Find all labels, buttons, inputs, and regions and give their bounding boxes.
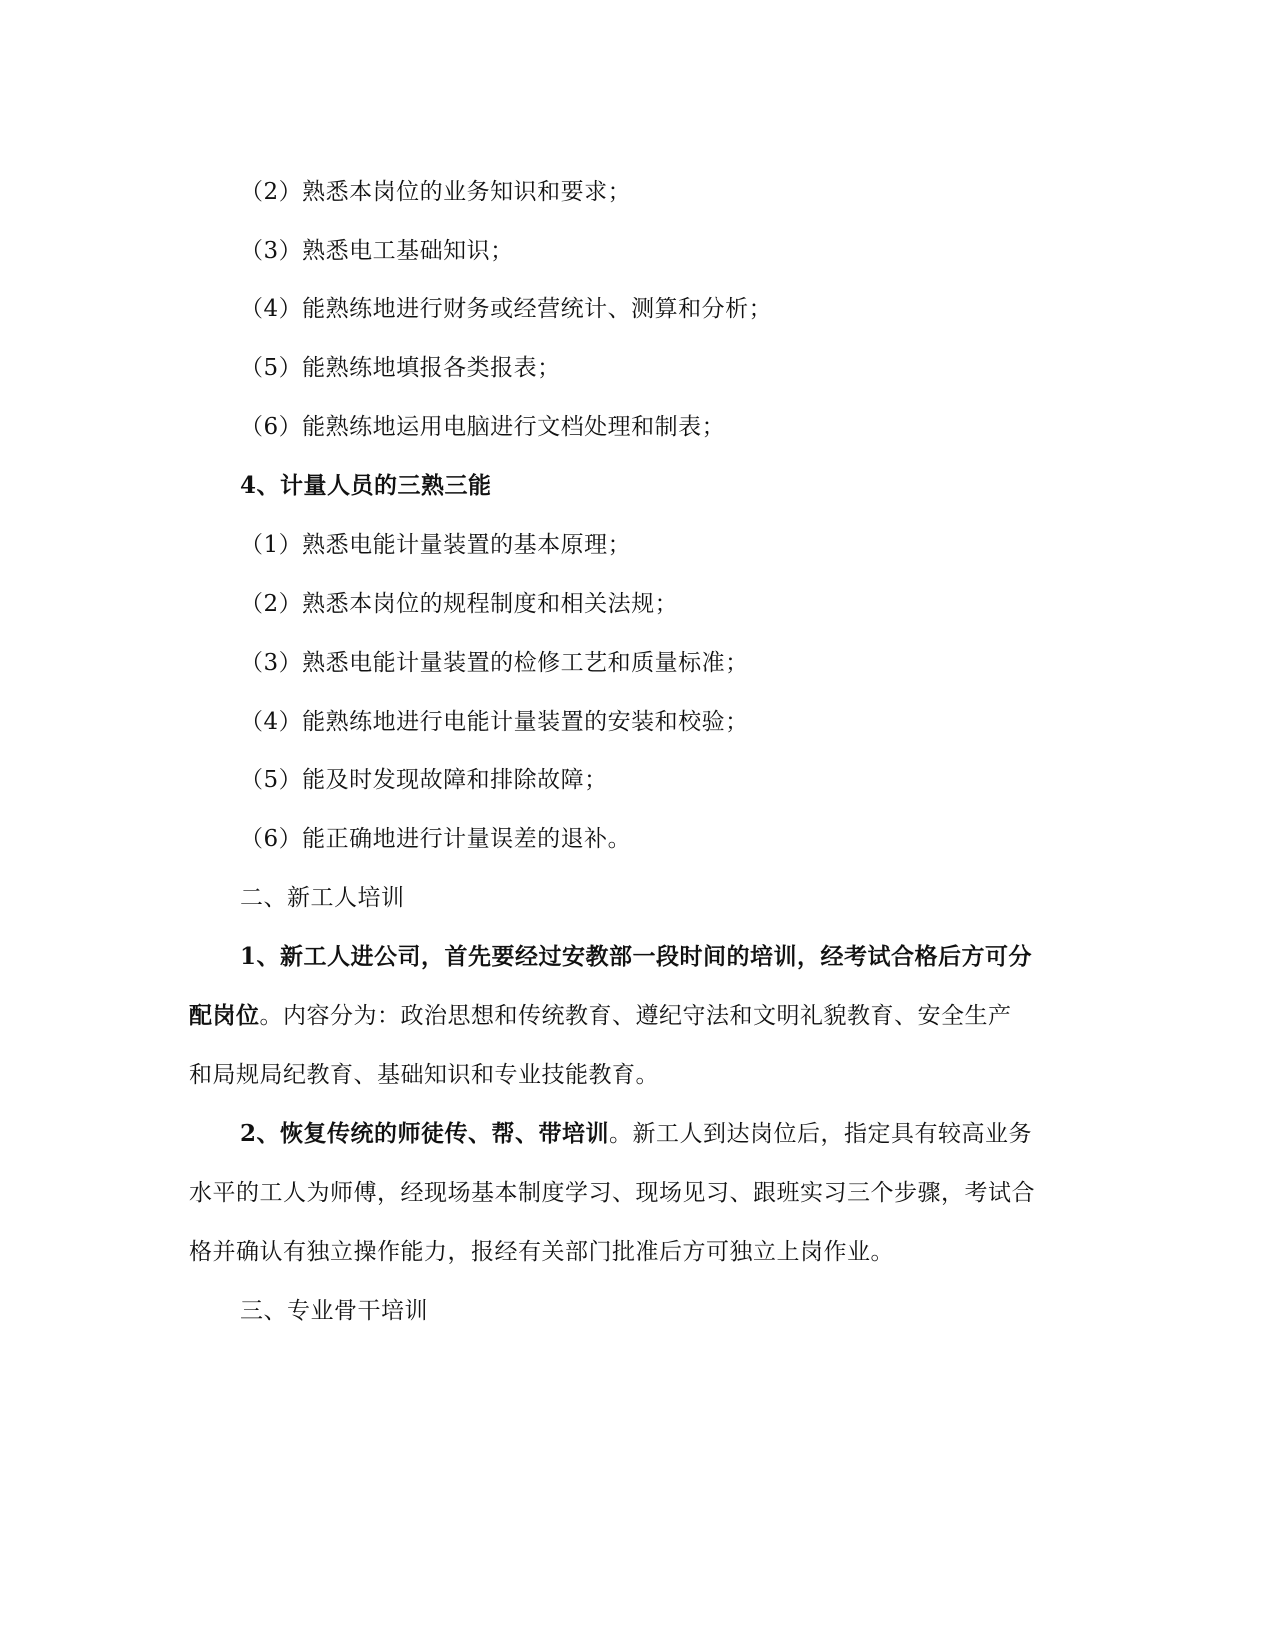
section-heading: 二、新工人培训 <box>240 885 405 911</box>
paragraph-line: 水平的工人为师傅，经现场基本制度学习、现场见习、跟班实习三个步骤，考试合 <box>189 1180 1035 1206</box>
paragraph-line <box>240 1119 1032 1149</box>
list-item: （2）熟悉本岗位的规程制度和相关法规； <box>240 591 679 617</box>
list-item: （3）熟悉电工基础知识； <box>240 238 514 264</box>
list-item: （2）熟悉本岗位的业务知识和要求； <box>240 179 632 205</box>
list-item: （6）能正确地进行计量误差的退补。 <box>240 826 632 852</box>
list-item: （5）能熟练地填报各类报表； <box>240 355 561 381</box>
list-item: （4）能熟练地进行财务或经营统计、测算和分析； <box>240 296 773 322</box>
paragraph-bold-text: 配岗位 <box>189 1002 260 1029</box>
list-item: （4）能熟练地进行电能计量装置的安装和校验； <box>240 709 749 735</box>
list-item: （5）能及时发现故障和排除故障； <box>240 767 608 793</box>
list-item: （1）熟悉电能计量装置的基本原理； <box>240 532 632 558</box>
paragraph-bold-text: 2、恢复传统的师徒传、帮、带培训 <box>240 1120 610 1147</box>
paragraph-line: 格并确认有独立操作能力，报经有关部门批准后方可独立上岗作业。 <box>189 1239 894 1265</box>
section-heading: 三、专业骨干培训 <box>240 1298 428 1324</box>
paragraph-line: 和局规局纪教育、基础知识和专业技能教育。 <box>189 1062 659 1088</box>
list-item: （3）熟悉电能计量装置的检修工艺和质量标准； <box>240 650 749 676</box>
paragraph-line <box>189 1001 1012 1031</box>
paragraph-line: 1、新工人进公司，首先要经过安教部一段时间的培训，经考试合格后方可分 <box>240 943 1033 970</box>
paragraph-text: 。新工人到达岗位后，指定具有较高业务 <box>609 1121 1033 1147</box>
paragraph-text: 。内容分为：政治思想和传统教育、遵纪守法和文明礼貌教育、安全生产 <box>259 1003 1012 1029</box>
subheading: 4、计量人员的三熟三能 <box>240 472 492 499</box>
list-item: （6）能熟练地运用电脑进行文档处理和制表； <box>240 414 726 440</box>
